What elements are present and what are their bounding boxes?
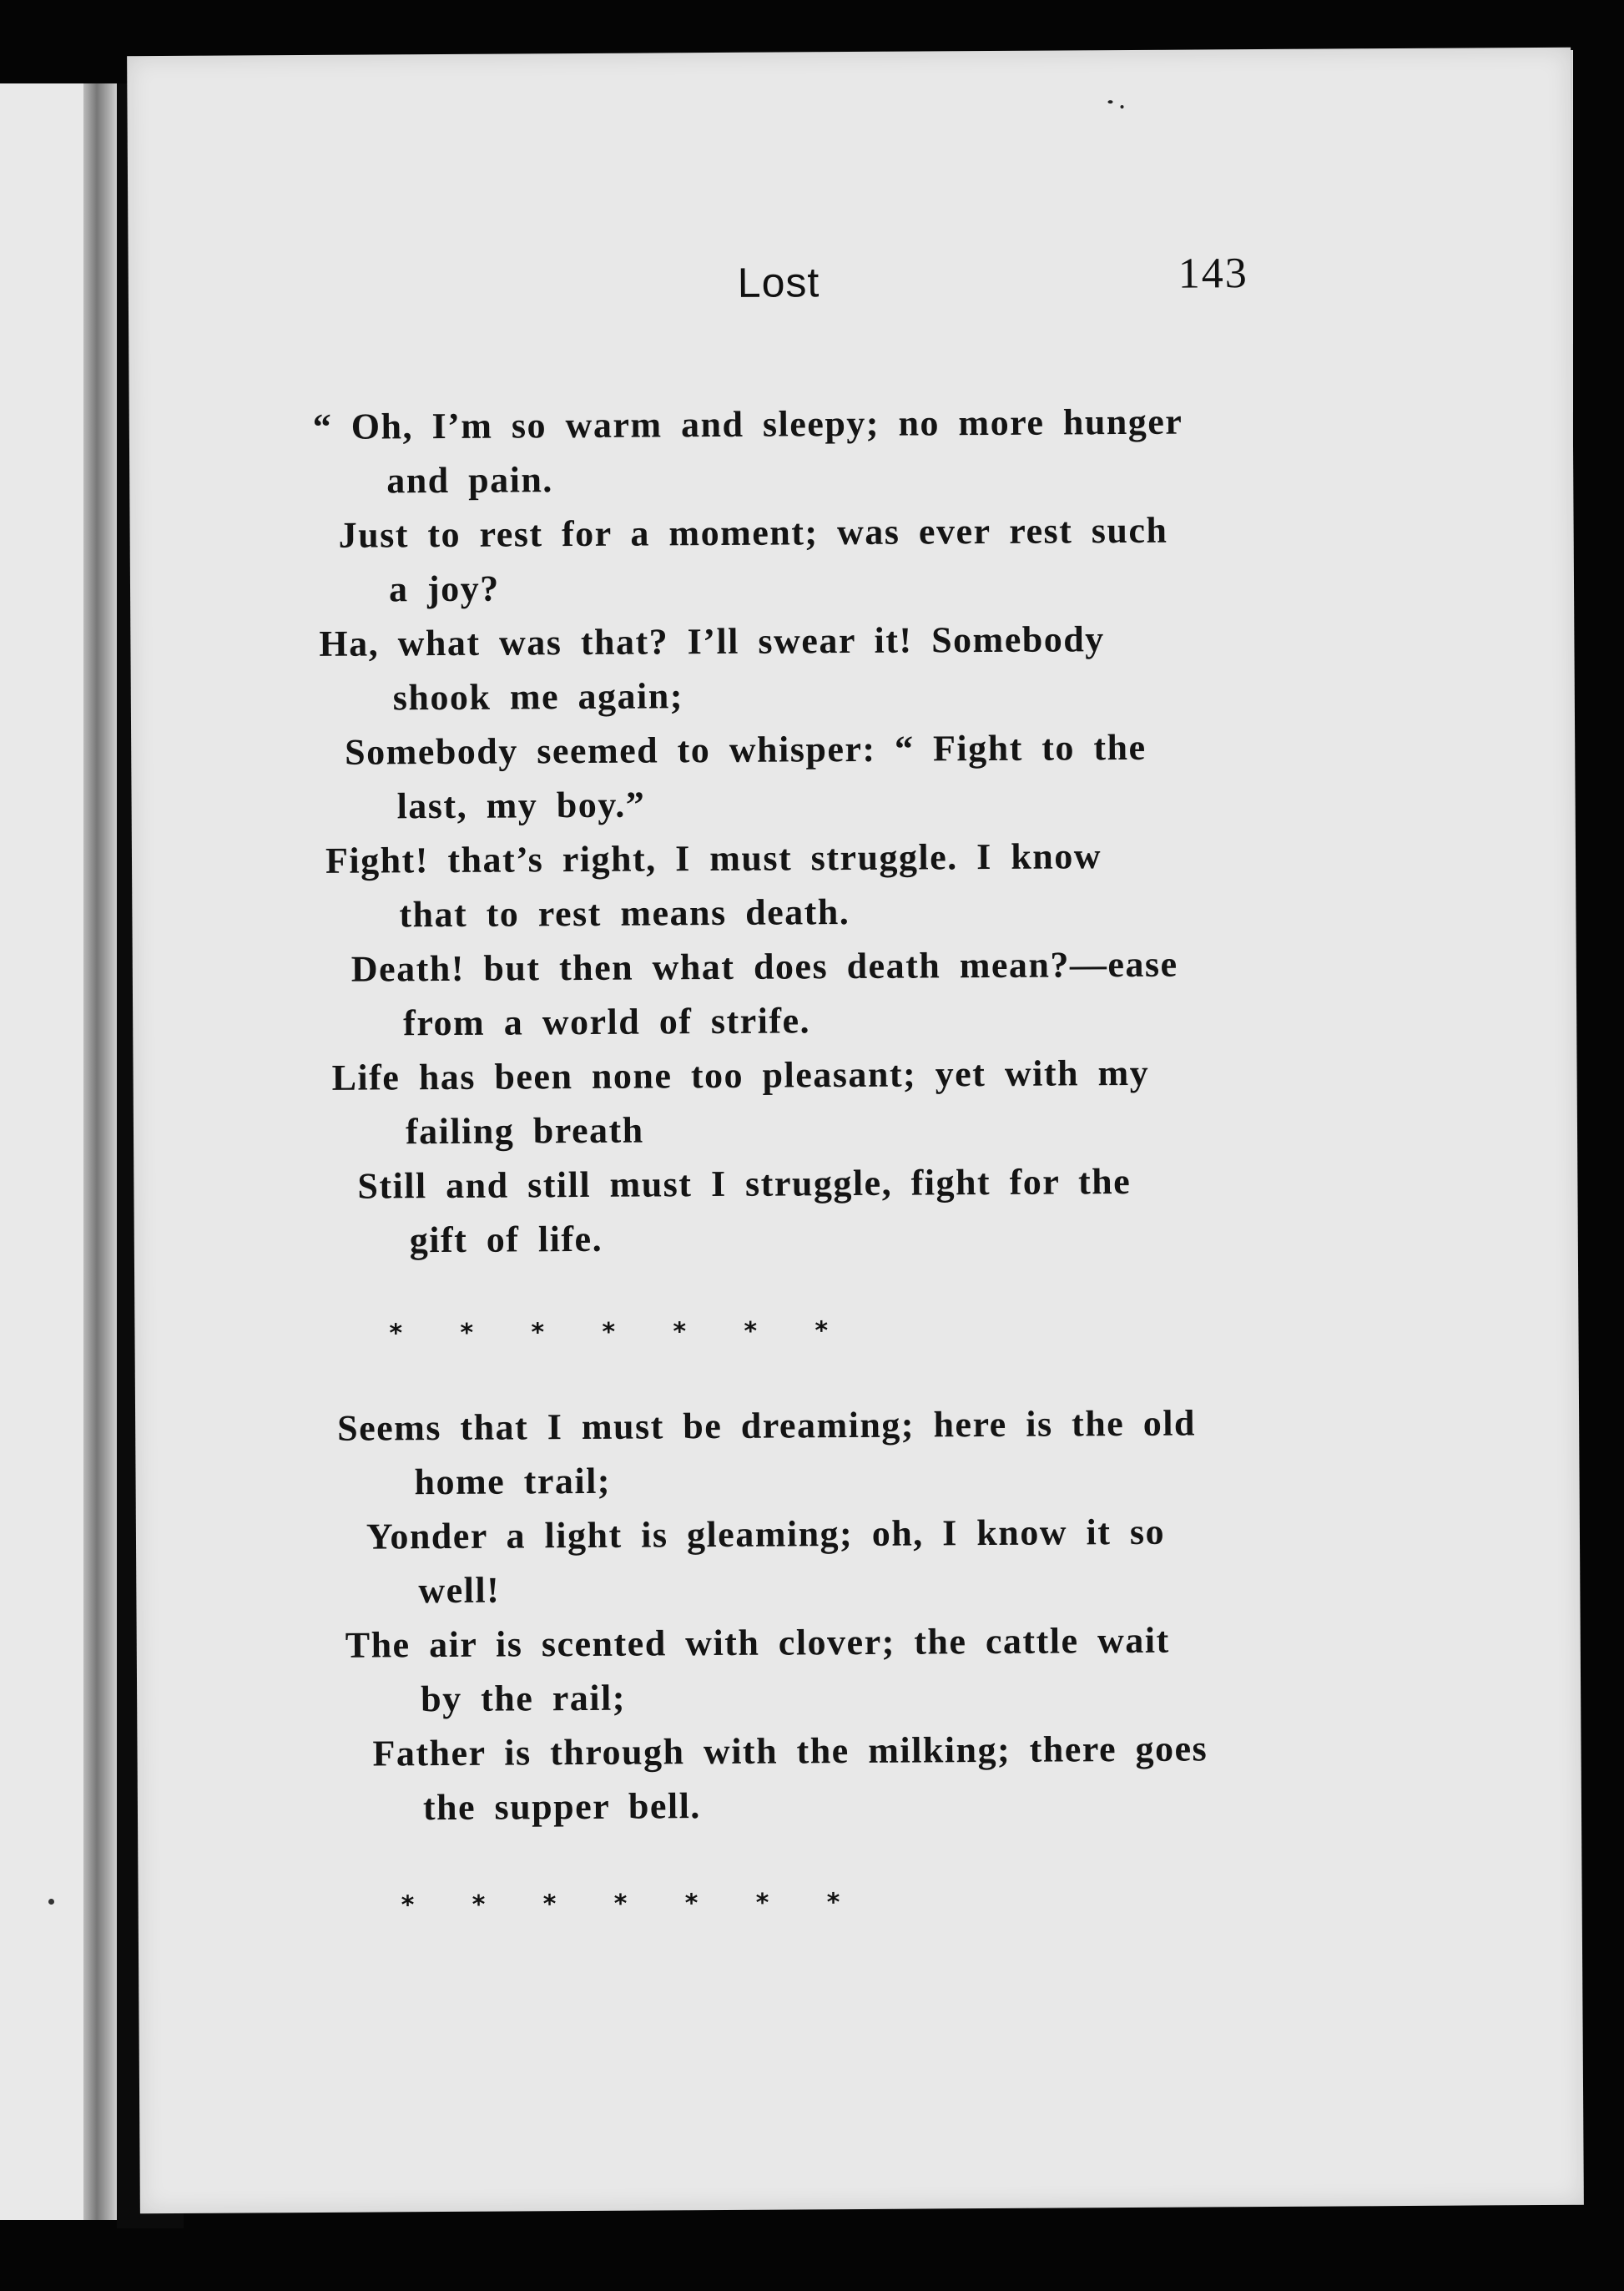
poem-line: Ha, what was that? I’ll swear it! Somebody — [319, 618, 1105, 664]
poem-line: Somebody seemed to whisper: “ Fight to the — [345, 726, 1147, 773]
page-number: 143 — [1178, 250, 1248, 298]
poem-line: from a world of strife. — [403, 1000, 811, 1044]
page-header — [129, 244, 1572, 320]
asterisk: * — [755, 1888, 769, 1918]
poem-line: gift of life. — [409, 1218, 603, 1261]
poem-line: last, my boy.” — [396, 784, 646, 827]
poem-line: that to rest means death. — [399, 891, 850, 936]
poem-line: Fight! that’s right, I must struggle. I know — [325, 835, 1102, 881]
asterisk: * — [460, 1318, 474, 1348]
poem-line: shook me again; — [392, 675, 684, 719]
scan-speck — [1121, 105, 1124, 108]
poem-text — [129, 398, 1573, 1920]
poem-line: The air is scented with clover; the cattle wait — [345, 1619, 1170, 1666]
asterisk: * — [673, 1317, 687, 1347]
poem-line: a joy? — [388, 568, 500, 610]
poem-line: Seems that I must be dreaming; here is the old — [337, 1402, 1197, 1449]
poem-line: well! — [418, 1569, 501, 1612]
facing-page-shadow — [83, 83, 117, 2220]
asterisk: * — [613, 1889, 628, 1919]
book-page — [127, 48, 1584, 2214]
asterisk: * — [472, 1890, 486, 1920]
running-title: Lost — [737, 259, 820, 306]
poem-line: by the rail; — [421, 1677, 627, 1720]
asterisk: * — [815, 1316, 829, 1346]
poem-line: Father is through with the milking; there goes — [372, 1728, 1208, 1774]
asterisk: * — [826, 1888, 840, 1918]
section-separator — [139, 1884, 1582, 1926]
poem-line: Life has been none too pleasant; yet with my — [331, 1052, 1150, 1098]
poem-line: Death! but then what does death mean?—ease — [351, 943, 1178, 990]
asterisk: * — [531, 1318, 545, 1348]
asterisk: * — [744, 1316, 758, 1346]
poem-line: Still and still must I struggle, fight for the — [357, 1160, 1132, 1207]
section-separator — [134, 1312, 1578, 1355]
poem-line: Yonder a light is gleaming; oh, I know it so — [366, 1511, 1166, 1557]
asterisk: * — [542, 1890, 557, 1920]
asterisk: * — [389, 1319, 403, 1349]
poem-line: “ Oh, I’m so warm and sleepy; no more hunger — [312, 401, 1183, 447]
asterisk: * — [401, 1890, 415, 1920]
asterisk: * — [602, 1317, 616, 1347]
poem-line: home trail; — [414, 1460, 612, 1503]
scan-speck — [1107, 100, 1112, 103]
poem-line: Just to rest for a moment; was ever rest such — [338, 509, 1168, 556]
asterisk: * — [684, 1889, 699, 1919]
scan-speck — [48, 1899, 54, 1905]
poem-line: the supper bell. — [422, 1785, 701, 1829]
poem-line: failing breath — [405, 1109, 644, 1153]
poem-line: and pain. — [386, 459, 553, 502]
